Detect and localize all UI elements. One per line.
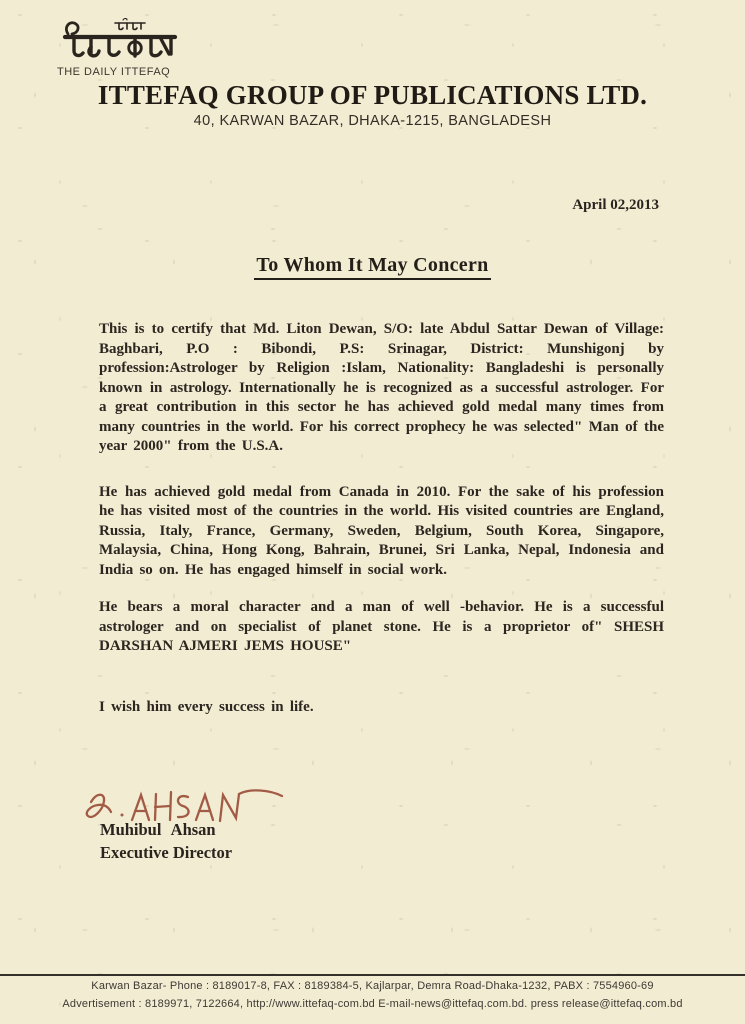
signatory-title: Executive Director: [100, 843, 233, 862]
daily-ittefaq-caption: THE DAILY ITTEFAQ: [57, 66, 171, 78]
org-name: ITTEFAQ GROUP OF PUBLICATIONS LTD.: [97, 80, 648, 110]
masthead-logo: [57, 18, 187, 78]
letter-date: April 02,2013: [572, 197, 659, 213]
signatory-name: Muhibul Ahsan: [100, 820, 216, 839]
letter-body: [99, 320, 664, 717]
footer-divider: [0, 974, 745, 976]
paragraph: He bears a moral character and a man of well -behavior. He is a successful astrologer and on specialist of planet stone. He is a proprietor of" SHESH DARSHAN AJMERI JEMS HOUSE": [99, 599, 664, 654]
paragraph: I wish him every success in life.: [99, 698, 314, 715]
footer-contact-line2: Advertisement : 8189971, 7122664, http://www.ittefaq-com.bd E-mail-news@ittefaq.com.bd. press release@ittefaq.com.bd: [62, 998, 683, 1010]
paragraph: This is to certify that Md. Liton Dewan, S/O: late Abdul Sattar Dewan of Village: Baghbari, P.O : Bibondi, P.S: Srinagar, District: Munshigonj by profession:Astrologer by Religion :Islam, Nationality: Bangladeshi is personally known in astrology. Internationally he is recognized as a successful astrologer. For a great contribution in this sector he has achieved gold medal many times from many countries in the world. For his correct prophecy he was selected" Man of the year 2000" from the U.S.A.: [99, 321, 664, 454]
bengali-masthead-icon: [57, 18, 182, 65]
footer-contact-line1: Karwan Bazar- Phone : 8189017-8, FAX : 8189384-5, Kajlarpar, Demra Road-Dhaka-1232, PABX : 7554960-69: [91, 980, 654, 992]
subject-line: To Whom It May Concern: [254, 254, 490, 280]
org-address: 40, KARWAN BAZAR, DHAKA-1215, BANGLADESH: [193, 113, 552, 129]
paragraph: He has achieved gold medal from Canada in 2010. For the sake of his profession he has visited most of the countries in the world. His visited countries are England, Russia, Italy, France, Germany, Sweden, Belgium, South Korea, Singapore, Malaysia, China, Hong Kong, Bahrain, Brunei, Sri Lanka, Nepal, Indonesia and India so on. He has engaged himself in social work.: [99, 483, 664, 578]
subject-line-wrap: [0, 254, 745, 280]
